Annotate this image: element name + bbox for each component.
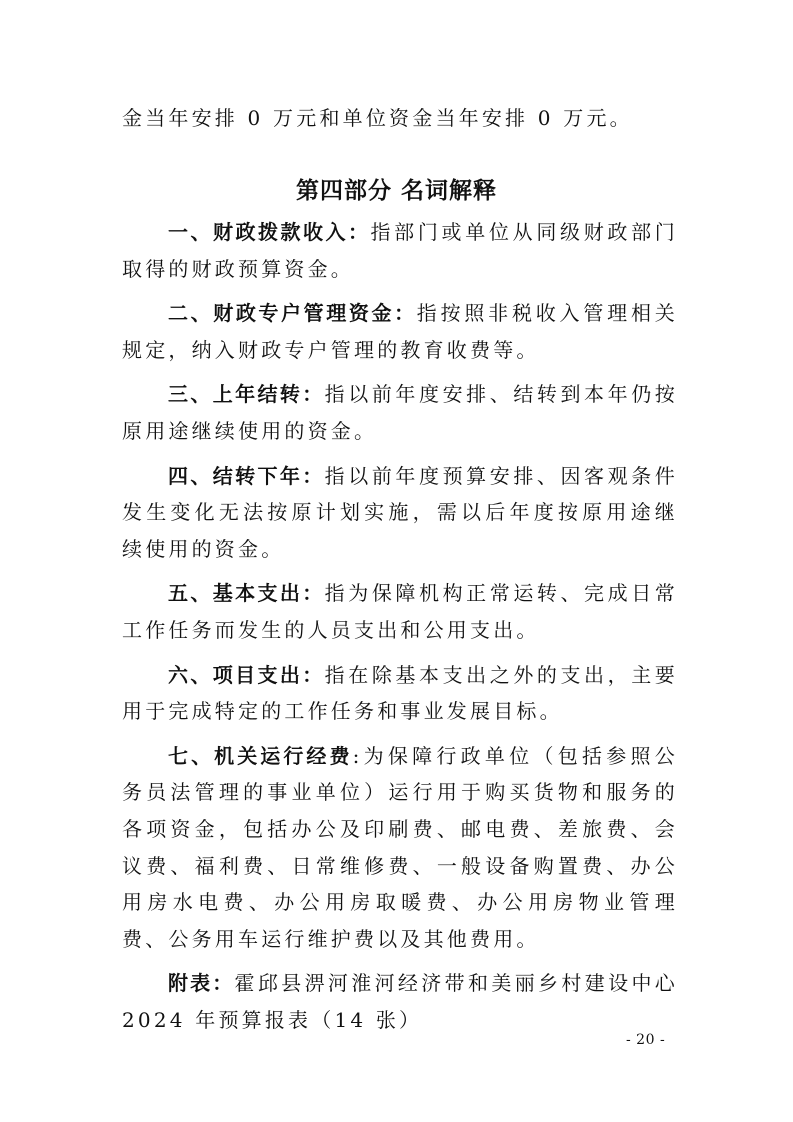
attachment-text: 霍邱县淠河淮河经济带和美丽乡村建设中心 2024 年预算报表（14 张）	[122, 971, 679, 1032]
definition-paragraph	[122, 575, 678, 648]
page-number: - 20 -	[626, 1032, 666, 1048]
definition-paragraph	[122, 458, 678, 568]
attachment-label: 附表：	[168, 971, 235, 996]
definition-term: 六、项目支出：	[168, 662, 325, 687]
definitions-list	[122, 214, 678, 1038]
continuation-text: 金当年安排 0 万元和单位资金当年安排 0 万元。	[122, 106, 633, 130]
definition-term: 五、基本支出：	[168, 581, 325, 606]
definition-paragraph	[122, 657, 678, 730]
definition-paragraph	[122, 376, 678, 449]
definition-text: 指按照非税收入管理相关规定，纳入财政专户管理的教育收费等。	[122, 301, 678, 362]
definition-term: 三、上年结转：	[168, 382, 325, 407]
definition-text: :为保障行政单位（包括参照公务员法管理的事业单位）运行用于购买货物和服务的各项资金，包括办公及印刷费、邮电费、差旅费、会议费、福利费、日常维修费、一般设备购置费、办公用房水电费、办公用房取暖费、办公用房物业管理费、公务用车运行维护费以及其他费用。	[122, 743, 679, 951]
definition-paragraph	[122, 738, 678, 958]
definition-text: 指以前年度安排、结转到本年仍按原用途继续使用的资金。	[122, 382, 679, 443]
continuation-paragraph	[122, 100, 678, 137]
definition-text: 指在除基本支出之外的支出，主要用于完成特定的工作任务和事业发展目标。	[122, 662, 679, 724]
definition-term: 七、机关运行经费	[168, 743, 353, 768]
definition-paragraph	[122, 295, 678, 368]
attachment-note	[122, 965, 678, 1038]
section-title: 第四部分 名词解释	[295, 178, 497, 204]
definition-text: 指以前年度预算安排、因客观条件发生变化无法按原计划实施，需以后年度按原用途继续使用的资金。	[122, 463, 679, 561]
definition-text: 指为保障机构正常运转、完成日常工作任务而发生的人员支出和公用支出。	[122, 581, 679, 642]
definition-term: 四、结转下年：	[168, 463, 325, 488]
definition-text: 指部门或单位从同级财政部门取得的财政预算资金。	[122, 220, 678, 281]
definition-term: 二、财政专户管理资金：	[168, 301, 417, 326]
definition-term: 一、财政拨款收入：	[168, 220, 371, 244]
definition-paragraph	[122, 214, 678, 287]
